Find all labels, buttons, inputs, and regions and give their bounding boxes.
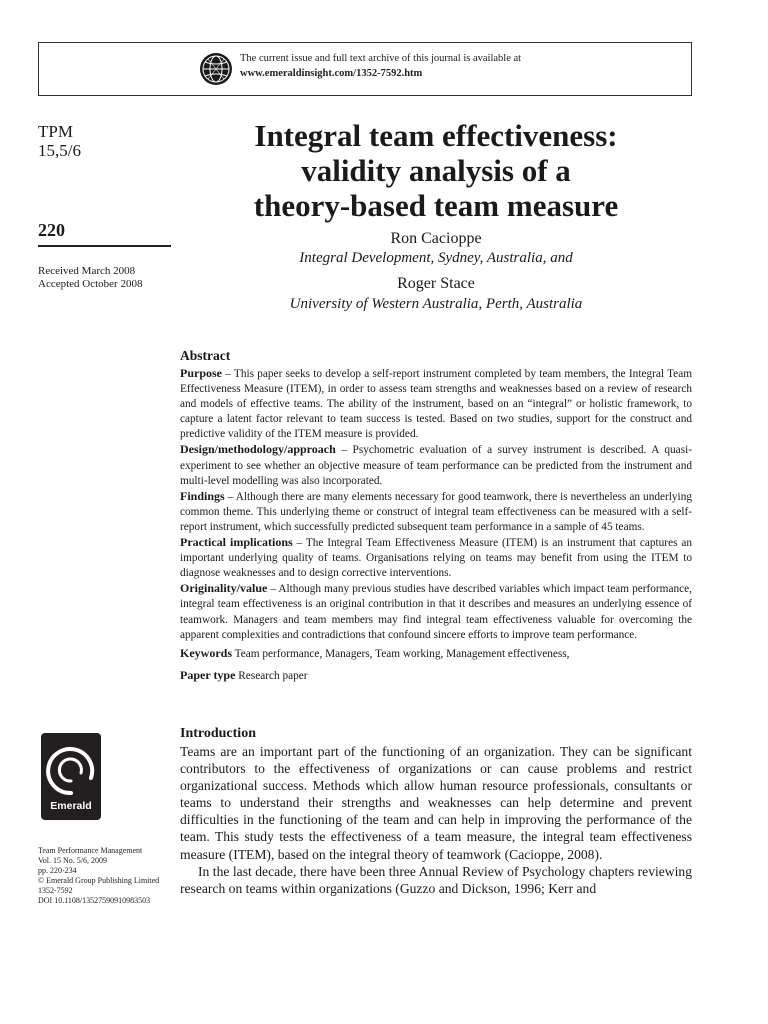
title-line: validity analysis of a: [301, 153, 571, 188]
emerald-logo-text: Emerald: [50, 800, 92, 812]
abstract-section-label: Practical implications: [180, 535, 293, 550]
received-date: Received March 2008: [38, 265, 136, 277]
abstract-section: [180, 442, 692, 488]
introduction-paragraph: In the last decade, there have been three Annual Review of Psychology chapters reviewing research on teams within organizations (Guzzo and Dickson, 1996; Kerr and: [180, 863, 692, 896]
title-line: theory-based team measure: [253, 188, 619, 223]
journal-volume: 15,5/6: [38, 141, 81, 160]
publication-info-line: 1352-7592: [38, 886, 73, 896]
abstract-section-text: – Although many previous studies have described variables which impact team performance, integral team effectiveness is an original contribution in that it describes and measures an underlying essence of teamwork. Managers and team members may find integral team effectiveness valuable for overcoming the apparent complexities and contradictions that confound sincere efforts to improve team performance.: [180, 583, 692, 641]
publication-info-line: © Emerald Group Publishing Limited: [38, 876, 160, 886]
abstract-section-text: – Psychometric evaluation of a survey instrument is described. A quasi-experiment to see whether an objective measure of team performance can be predicted from the instrument and multi-level modelling was also incorporated.: [180, 444, 692, 487]
globe-icon: [199, 52, 233, 86]
introduction-heading: Introduction: [180, 726, 256, 741]
abstract-section: [180, 581, 692, 642]
article-title: [180, 118, 692, 223]
paper-type-text: Research paper: [235, 669, 308, 682]
abstract: [180, 348, 692, 684]
abstract-section: [180, 535, 692, 581]
abstract-section-label: Design/methodology/approach: [180, 442, 336, 457]
introduction-paragraph: Teams are an important part of the functioning of an organization. They can be significant contributors to the effectiveness of organizations or can cause problems and restrict organizational success. Methods which allow human resource professionals, consultants or teams to understand their strengths and weaknesses can help determine and prevent difficulties in the functioning of the team and can help in improving the performance of the team. This study tests the effectiveness of a team measure, the integral team effectiveness measure (ITEM), based on the integral theory of teamwork (Cacioppe, 2008).: [180, 744, 692, 862]
abstract-section-text: – The Integral Team Effectiveness Measure (ITEM) is an instrument that captures an important underlying quality of teams. Organisations relying on teams may benefit from using the ITEM to diagnose weaknesses and to design corrective interventions.: [180, 537, 692, 580]
author-name: Ron Cacioppe: [390, 230, 482, 247]
abstract-section: [180, 366, 692, 442]
title-line: Integral team effectiveness:: [254, 118, 618, 153]
abstract-section-label: Originality/value: [180, 581, 268, 596]
abstract-section-label: Purpose: [180, 366, 222, 380]
author-affiliation: University of Western Australia, Perth, Australia: [289, 296, 583, 312]
journal-archive-banner: [38, 42, 692, 96]
publication-info-line: Vol. 15 No. 5/6, 2009: [38, 856, 107, 866]
keywords: [180, 646, 692, 662]
journal-code: [38, 122, 81, 160]
publication-info-line: DOI 10.1108/13527590910983503: [38, 896, 151, 906]
publication-info: [38, 846, 159, 907]
keywords-text: Team performance, Managers, Team working, Management effectiveness,: [232, 647, 570, 660]
publication-info-line: Team Performance Management: [38, 846, 143, 855]
accepted-date: Accepted October 2008: [38, 278, 143, 290]
paper-type-label: Paper type: [180, 667, 236, 682]
page-number: 220: [38, 220, 65, 240]
paper-type: [180, 668, 692, 684]
abstract-section-label: Findings: [180, 488, 225, 503]
abstract-heading: Abstract: [180, 348, 231, 363]
author-name: Roger Stace: [397, 275, 475, 292]
keywords-label: Keywords: [180, 645, 232, 660]
publication-info-line: pp. 220-234: [38, 866, 77, 876]
emerald-logo: [41, 733, 101, 820]
abstract-section-text: – Although there are many elements necessary for good teamwork, there is nevertheless an underlying common theme. This underlying theme or construct of integral team effectiveness can be measured with a self-report instrument, which successfully predicted subsequent team performance in a sample of 45 teams.: [180, 490, 692, 533]
banner-url-link[interactable]: www.emeraldinsight.com/1352-7592.htm: [240, 68, 423, 79]
journal-abbreviation: TPM: [38, 122, 73, 141]
introduction-body: [180, 743, 692, 897]
author-affiliation: Integral Development, Sydney, Australia, and: [299, 250, 573, 266]
banner-availability-text: The current issue and full text archive of this journal is available at: [240, 53, 522, 64]
page-number-rule: [38, 245, 171, 247]
abstract-section: [180, 489, 692, 535]
abstract-section-text: – This paper seeks to develop a self-report instrument completed by team members, the Integral Team Effectiveness Measure (ITEM), in order to assess team strengths and weaknesses based on a review of research and models of effective teams. The ability of the instrument, based on an “integral” or holistic framework, to capture a latent factor relevant to team success is tested. Based on two studies, support for the construct and predictive validity of the ITEM measure is provided.: [180, 368, 692, 441]
submission-dates: [38, 265, 142, 291]
